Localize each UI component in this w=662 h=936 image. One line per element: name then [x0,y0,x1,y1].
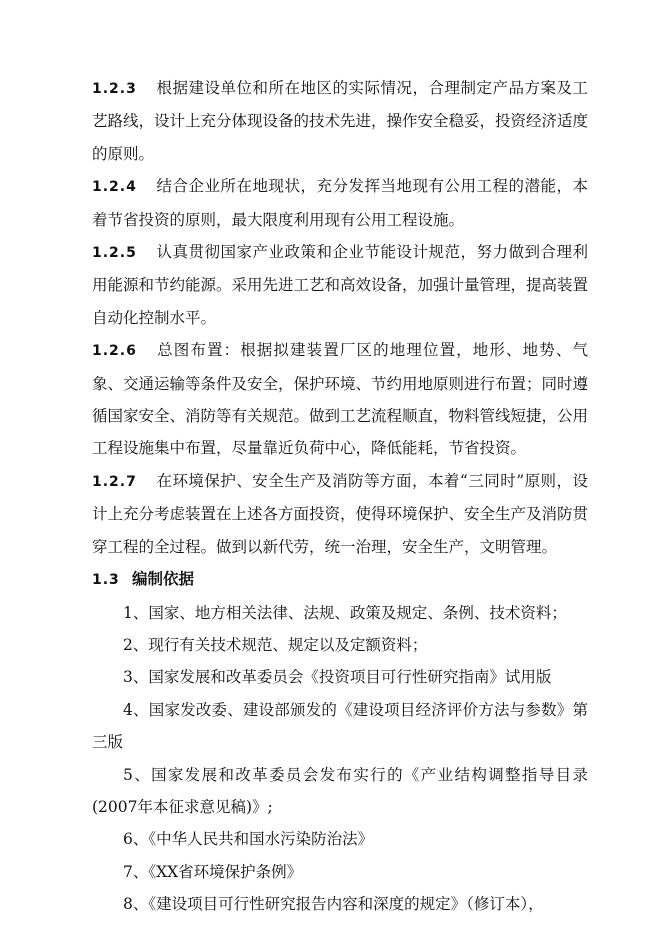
section-text: 在环境保护、安全生产及消防等方面，本着“三同时”原则，设计上充分考虑装置在上述各方面投资，使得环境保护、安全生产及消防贯穿工程的全过程。做到以新代劳，统一治理，安全生产，文明管理。 [92,471,589,556]
basis-item-2: 2、现行有关技术规范、规定以及定额资料； [123,635,428,654]
section-text: 认真贯彻国家产业政策和企业节能设计规范，努力做到合理利用能源和节约能源。采用先进工艺和高效设备，加强计量管理，提高装置自动化控制水平。 [92,243,589,327]
section-1-2-3 [92,72,588,170]
basis-item-8: 8、《建设项目可行性研究报告内容和深度的规定》（修订本）， [123,895,544,914]
section-1-2-7 [92,465,588,563]
basis-item-6: 6、《中华人民共和国水污染防治法》 [123,830,374,849]
section-1-2-4 [92,170,588,236]
basis-item-3: 3、国家发展和改革委员会《投资项目可行性研究指南》试用版 [123,668,552,687]
heading-title: 编制依据 [132,569,195,589]
section-1-2-5 [92,236,588,334]
basis-item-7: 7、《XX省环境保护条例》 [123,862,303,881]
document-body [92,72,588,921]
basis-item-5: 5、国家发展和改革委员会发布实行的《产业结构调整指导目录(2007年本征求意见稿)》; [92,765,588,816]
section-text: 结合企业所在地现状，充分发挥当地现有公用工程的潜能，本着节省投资的原则，最大限度利用现有公用工程设施。 [92,177,588,229]
basis-heading [92,563,588,596]
basis-item-1: 1、国家、地方相关法律、法规、政策及规定、条例、技术资料； [123,603,567,622]
section-number: 1.2.6 [92,343,137,360]
basis-item-4: 4、国家发改委、建设部颁发的《建设项目经济评价方法与参数》第三版 [92,700,588,752]
section-number: 1.2.4 [92,179,137,196]
heading-number: 1.3 [92,572,120,589]
section-number: 1.2.5 [92,245,137,262]
section-text: 根据建设单位和所在地区的实际情况，合理制定产品方案及工艺路线，设计上充分体现设备的技术先进，操作安全稳妥，投资经济适度的原则。 [92,79,589,163]
section-1-2-6 [92,334,588,465]
section-number: 1.2.3 [92,81,137,97]
section-text: 总图布置：根据拟建装置厂区的地理位置，地形、地势、气象、交通运输等条件及安全，保护环境、节约用地原则进行布置；同时遵循国家安全、消防等有关规范。做到工艺流程顺直，物料管线短捷，公用工程设施集中布置，尽量靠近负荷中心，降低能耗，节省投资。 [92,341,589,458]
section-number: 1.2.7 [92,473,137,490]
